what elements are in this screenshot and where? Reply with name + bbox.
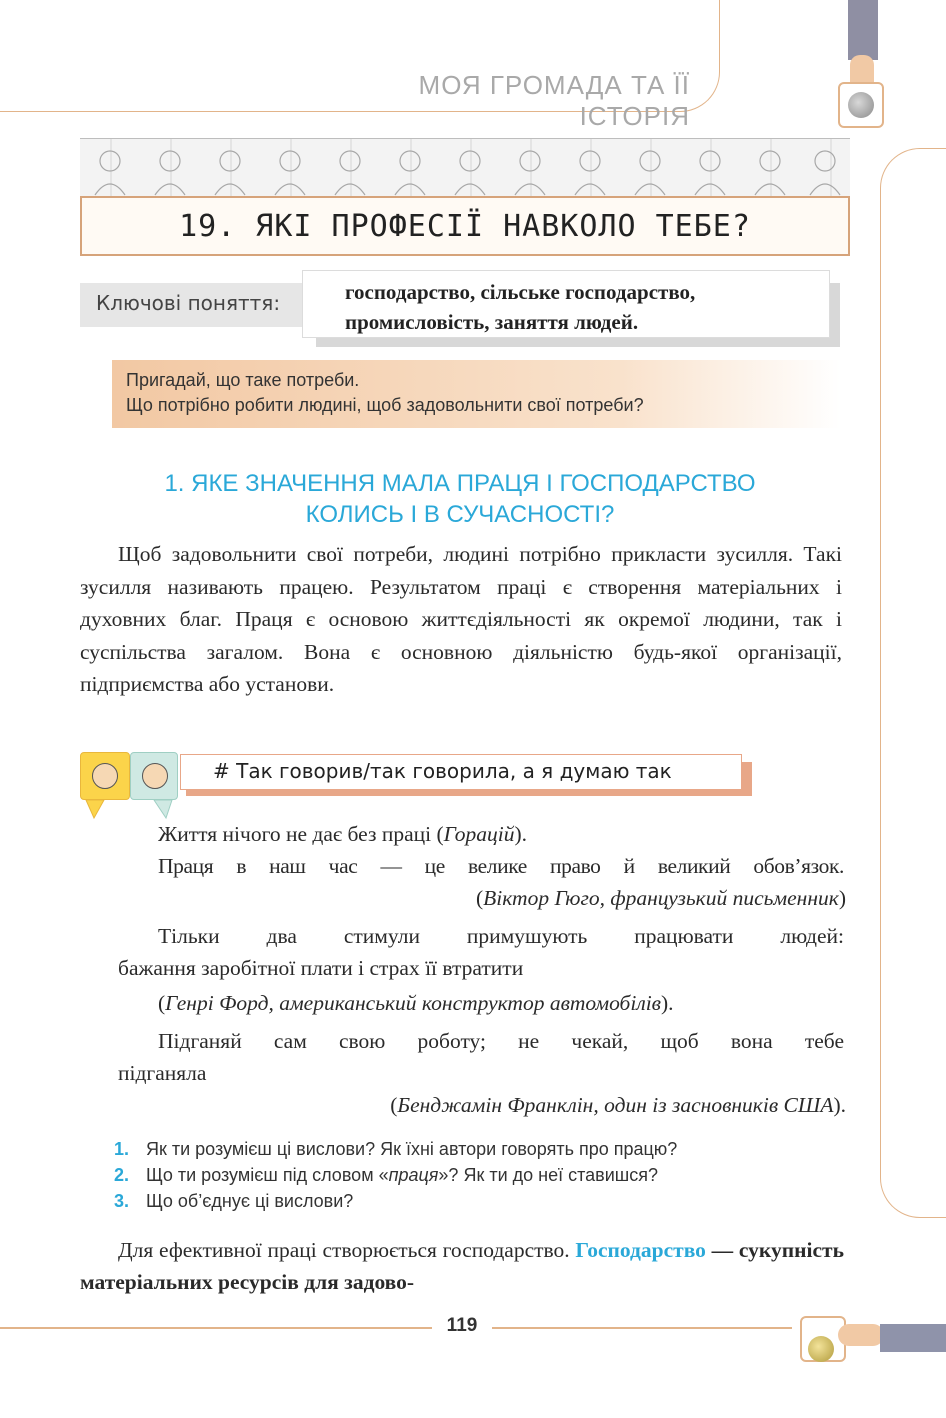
term-gospodarstvo: Господарство [575, 1238, 706, 1262]
key-concepts-line2: промисловість, заняття людей. [345, 310, 639, 334]
quote-2-author: Віктор Гюго, французький письменник [483, 886, 839, 910]
remind-line1: Пригадай, що таке потреби. [126, 370, 360, 390]
question-text-a: Що ти розумієш під словом « [146, 1165, 389, 1185]
hand-graphic [838, 1324, 884, 1346]
sleeve-graphic [848, 0, 878, 60]
quote-1 [158, 819, 848, 850]
term-definition: — сукупність матеріальних ресурсів для задово- [80, 1238, 844, 1294]
face-shape [92, 763, 118, 789]
section-heading-line1: 1. ЯКЕ ЗНАЧЕННЯ МАЛА ПРАЦЯ І ГОСПОДАРСТВО [164, 470, 756, 497]
face-shape [142, 763, 168, 789]
sleeve-graphic [880, 1324, 946, 1352]
question-item [114, 1136, 854, 1162]
final-paragraph-start: Для ефективної праці створюється господарство. [118, 1238, 576, 1262]
quote-2-attribution: (Віктор Гюго, французький письменник) [476, 886, 846, 910]
section-heading-line2: КОЛИСЬ І В СУЧАСНОСТІ? [305, 501, 615, 528]
section-paragraph: Щоб задовольнити свої потреби, людині потрібно прикласти зусилля. Такі зусилля називають працею. Результатом праці є створення матеріальних і духовних благ. Праця є основою життєдіяльності як окремої людини, так і суспільства загалом. Вона є основною діяльністю будь-якої організації, підприємства або установи. [80, 542, 842, 696]
lesson-title-banner [80, 196, 850, 256]
question-text: Як ти розумієш ці вислови? Як їхні автори говорять про працю? [146, 1139, 678, 1159]
boy-face-icon [130, 752, 178, 800]
footer-line [0, 1327, 432, 1329]
speech-icons [80, 752, 178, 802]
quote-3-line2: бажання заробітної плати і страх її втратити [118, 956, 524, 980]
questions-list [114, 1136, 854, 1214]
right-frame-line [880, 148, 946, 1218]
question-emphasis: праця [388, 1165, 439, 1185]
question-number: 1. [114, 1139, 130, 1159]
coin-icon [848, 92, 874, 118]
lesson-title: 19. ЯКІ ПРОФЕСІЇ НАВКОЛО ТЕБЕ? [179, 208, 751, 244]
question-text-b: »? Як ти до неї ставишся? [438, 1165, 658, 1185]
quote-1-end: ). [514, 822, 528, 846]
section-heading [80, 468, 840, 530]
quote-4-attribution: (Бенджамін Франклін, один із засновників США). [390, 1093, 846, 1117]
quote-3-attribution: (Генрі Форд, американський конструктор автомобілів). [158, 991, 674, 1015]
key-concepts-line1: господарство, сільське господарство, [345, 280, 696, 304]
remind-box [112, 360, 840, 428]
coin-icon [808, 1336, 834, 1362]
quote-1-text: Життя нічого не дає без праці ( [158, 822, 444, 846]
quotes-title: # Так говорив/так говорила, а я думаю так [180, 754, 742, 790]
quote-4-line1: Підганяй сам свою роботу; не чекай, щоб вона тебе [158, 1029, 844, 1053]
question-number: 3. [114, 1191, 130, 1211]
quote-3-author: Генрі Форд, американський конструктор автомобілів [165, 991, 662, 1015]
section-body [80, 538, 842, 701]
question-item [114, 1188, 854, 1214]
quote-2: Праця в наш час — це велике право й великий обов’язок. [158, 854, 844, 878]
remind-line2: Що потрібно робити людині, щоб задовольнити свої потреби? [126, 395, 644, 415]
key-concepts-label: Ключові поняття: [80, 283, 330, 327]
running-header: МОЯ ГРОМАДА ТА ЇЇ ІСТОРІЯ [418, 70, 690, 131]
final-paragraph [80, 1234, 844, 1298]
question-number: 2. [114, 1165, 130, 1185]
quote-4-line2: підганяла [118, 1061, 207, 1085]
question-item [114, 1162, 854, 1188]
quote-3-line1: Тільки два стимули примушують працювати людей: [158, 924, 844, 948]
frieze-figures [80, 139, 850, 197]
quote-1-author: Горацій [443, 822, 515, 846]
decorative-frieze [80, 138, 850, 196]
girl-face-icon [80, 752, 130, 800]
question-text: Що об’єднує ці вислови? [146, 1191, 354, 1211]
quote-4-author: Бенджамін Франклін, один із засновників США [397, 1093, 834, 1117]
key-concepts-box [302, 270, 830, 338]
page-number: 119 [446, 1315, 478, 1336]
footer-line [492, 1327, 792, 1329]
